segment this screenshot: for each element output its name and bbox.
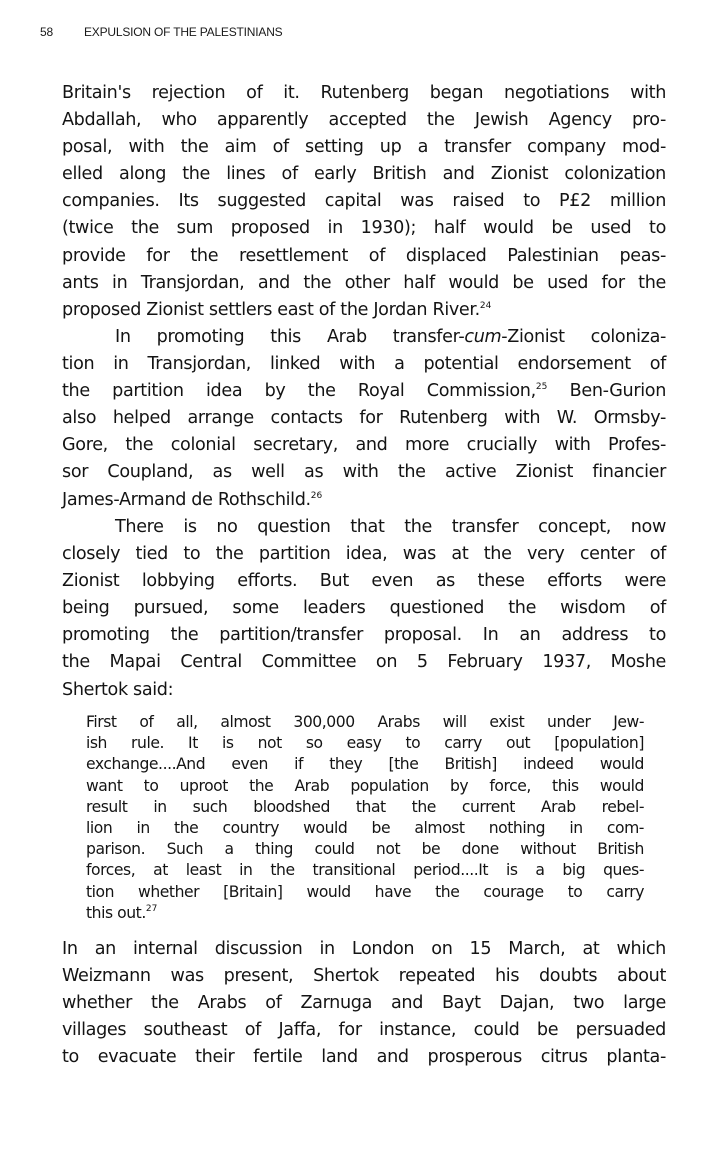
text-line: the Mapai Central Committee on 5 February 1937, Moshe bbox=[62, 652, 666, 673]
quote-line bbox=[86, 903, 644, 924]
paragraph-4 bbox=[62, 936, 666, 1071]
text-span: Ben-Gurion bbox=[547, 381, 666, 402]
footnote-ref: 24 bbox=[479, 300, 492, 311]
text-line: villages southeast of Jaffa, for instance, could be persuaded bbox=[62, 1020, 666, 1041]
quote-line: tion whether [Britain] would have the courage to carry bbox=[86, 882, 644, 901]
quote-line: lion in the country would be almost nothing in com- bbox=[86, 818, 644, 837]
text-span: In promoting this Arab transfer- bbox=[115, 327, 465, 347]
quote-line: First of all, almost 300,000 Arabs will exist under Jew- bbox=[86, 713, 644, 731]
text-span: this out. bbox=[86, 903, 146, 922]
text-line: tion in Transjordan, linked with a potential endorsement of bbox=[62, 354, 666, 375]
text-line: Britain's rejection of it. Rutenberg began negotiations with bbox=[62, 83, 666, 103]
text-line: provide for the resettlement of displaced Palestinian peas- bbox=[62, 245, 666, 266]
text-line: sor Coupland, as well as with the active Zionist financier bbox=[62, 462, 666, 483]
text-span: James-Armand de Rothschild. bbox=[62, 489, 311, 510]
text-line: Gore, the colonial secretary, and more crucially with Profes- bbox=[62, 435, 666, 456]
text-line: also helped arrange contacts for Rutenberg with W. Ormsby- bbox=[62, 408, 666, 429]
quote-line: forces, at least in the transitional period....It is a big ques- bbox=[86, 861, 644, 880]
text-line: Abdallah, who apparently accepted the Jewish Agency pro- bbox=[62, 110, 666, 131]
text-line: elled along the lines of early British and Zionist colonization bbox=[62, 164, 666, 185]
text-line: companies. Its suggested capital was raised to P£2 million bbox=[62, 191, 666, 212]
block-quote bbox=[86, 712, 644, 924]
text-line: being pursued, some leaders questioned the wisdom of bbox=[62, 598, 666, 619]
text-span: the partition idea by the Royal Commission, bbox=[62, 381, 536, 402]
text-line: posal, with the aim of setting up a transfer company mod- bbox=[62, 137, 666, 158]
text-span: -Zionist coloniza- bbox=[501, 327, 666, 347]
text-line bbox=[62, 297, 666, 324]
text-line: promoting the partition/transfer proposal. In an address to bbox=[62, 625, 666, 646]
text-line: to evacuate their fertile land and prosperous citrus planta- bbox=[62, 1047, 666, 1068]
quote-line: ish rule. It is not so easy to carry out [population] bbox=[86, 734, 644, 753]
paragraph-2 bbox=[62, 324, 666, 514]
text-line: Zionist lobbying efforts. But even as these efforts were bbox=[62, 571, 666, 592]
paragraph-1 bbox=[62, 80, 666, 324]
running-head bbox=[40, 25, 282, 39]
italic-term: cum bbox=[464, 327, 502, 347]
text-line: (twice the sum proposed in 1930); half would be used to bbox=[62, 218, 666, 239]
text-line: There is no question that the transfer concept, now bbox=[115, 517, 666, 537]
footnote-ref: 27 bbox=[145, 903, 158, 914]
quote-line: exchange....And even if they [the British] indeed would bbox=[86, 755, 644, 774]
paragraph-3 bbox=[62, 514, 666, 704]
text-span: proposed Zionist settlers east of the Jordan River. bbox=[62, 299, 480, 320]
text-line bbox=[62, 378, 666, 405]
running-title: EXPULSION OF THE PALESTINIANS bbox=[84, 25, 283, 39]
text-line bbox=[62, 324, 666, 351]
text-line bbox=[62, 487, 666, 514]
footnote-ref: 25 bbox=[535, 382, 548, 393]
text-line: ants in Transjordan, and the other half would be used for the bbox=[62, 272, 666, 293]
text-line: Weizmann was present, Shertok repeated his doubts about bbox=[62, 966, 666, 987]
footnote-ref: 26 bbox=[310, 490, 323, 501]
text-line: In an internal discussion in London on 15 March, at which bbox=[62, 939, 666, 959]
text-line: whether the Arabs of Zarnuga and Bayt Dajan, two large bbox=[62, 993, 666, 1014]
text-line: closely tied to the partition idea, was at the very center of bbox=[62, 544, 666, 565]
quote-line: result in such bloodshed that the current Arab rebel- bbox=[86, 797, 644, 816]
quote-line: parison. Such a thing could not be done without British bbox=[86, 840, 644, 859]
text-line: Shertok said: bbox=[62, 679, 174, 700]
page-number: 58 bbox=[40, 25, 53, 39]
quote-line: want to uproot the Arab population by force, this would bbox=[86, 776, 644, 795]
